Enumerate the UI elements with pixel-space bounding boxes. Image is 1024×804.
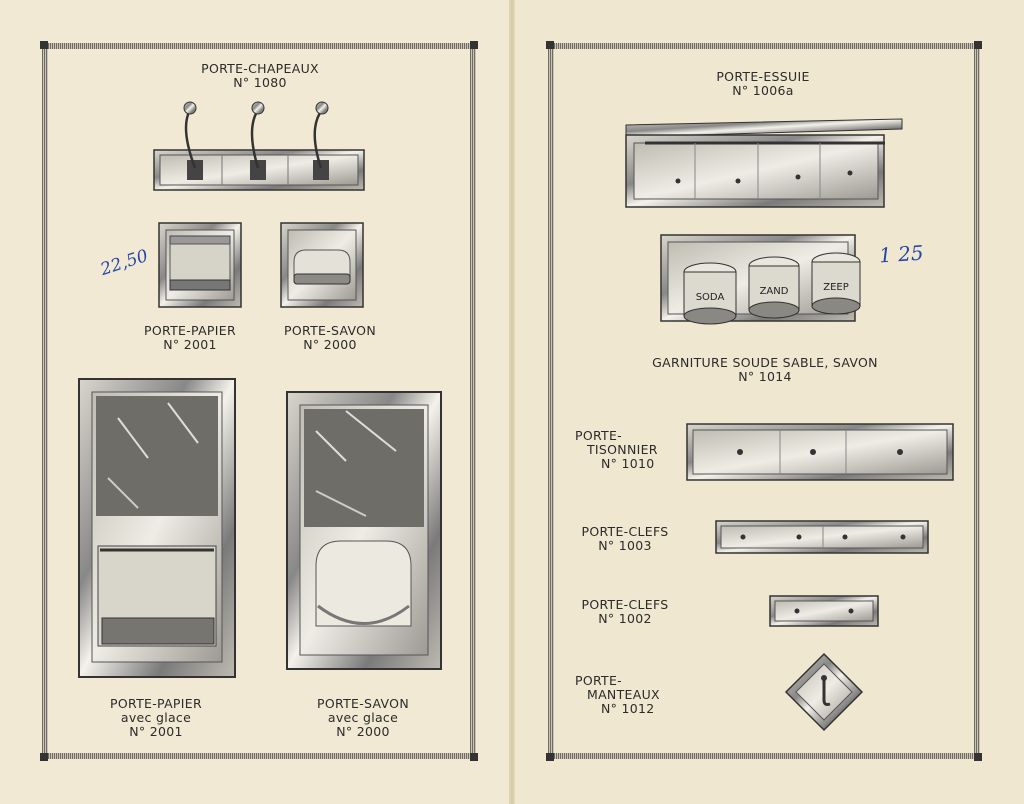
caption-porte-clefs-1003 bbox=[570, 525, 680, 553]
item-subtitle: avec glace bbox=[327, 710, 399, 725]
book-spine bbox=[509, 0, 515, 804]
item-number: N° 2001 bbox=[163, 337, 217, 352]
item-number: N° 2000 bbox=[303, 337, 357, 352]
item-name: PORTE-PAPIER bbox=[110, 696, 202, 711]
item-name: PORTE-PAPIER bbox=[144, 323, 236, 338]
corner-ornament bbox=[470, 41, 478, 49]
item-name: PORTE-CLEFS bbox=[581, 597, 669, 612]
corner-ornament bbox=[974, 753, 982, 761]
item-name: PORTE-SAVON bbox=[284, 323, 376, 338]
item-name-line: TISONNIER bbox=[587, 442, 658, 457]
corner-ornament bbox=[40, 41, 48, 49]
jar-label-zand: ZAND bbox=[759, 286, 789, 297]
caption-garniture bbox=[620, 356, 910, 384]
item-name: PORTE-CHAPEAUX bbox=[201, 61, 319, 76]
item-number: N° 2000 bbox=[336, 724, 390, 739]
item-number: N° 1014 bbox=[738, 369, 792, 384]
item-number: N° 2001 bbox=[129, 724, 183, 739]
corner-ornament bbox=[40, 753, 48, 761]
item-name: GARNITURE SOUDE SABLE, SAVON bbox=[652, 355, 878, 370]
item-number: N° 1012 bbox=[601, 701, 655, 716]
key-rack-1003-illustration bbox=[715, 520, 931, 556]
caption-porte-savon-glace bbox=[293, 697, 433, 739]
jar-label-zeep: ZEEP bbox=[823, 282, 849, 293]
item-number: N° 1010 bbox=[601, 456, 655, 471]
item-number: N° 1080 bbox=[233, 75, 287, 90]
caption-porte-manteaux bbox=[575, 674, 685, 716]
soda-sand-soap-set-illustration bbox=[658, 232, 858, 330]
caption-porte-clefs-1002 bbox=[570, 598, 680, 626]
corner-ornament bbox=[974, 41, 982, 49]
caption-porte-chapeaux bbox=[160, 62, 360, 90]
item-name: PORTE-ESSUIE bbox=[716, 69, 810, 84]
jar-label-soda: SODA bbox=[695, 292, 725, 303]
item-number: N° 1002 bbox=[598, 611, 652, 626]
handwritten-price: 1 25 bbox=[878, 240, 925, 268]
soap-holder-illustration bbox=[280, 222, 364, 308]
towel-rack-illustration bbox=[620, 113, 910, 213]
caption-porte-tisonnier bbox=[575, 429, 685, 471]
hat-rack-illustration bbox=[150, 98, 370, 193]
caption-porte-papier bbox=[120, 324, 260, 352]
item-number: N° 1006a bbox=[732, 83, 794, 98]
paper-holder-mirror-illustration bbox=[78, 378, 236, 678]
soap-holder-mirror-illustration bbox=[286, 391, 442, 671]
coat-hook-illustration bbox=[784, 652, 864, 732]
poker-holder-illustration bbox=[686, 423, 956, 483]
paper-holder-illustration bbox=[158, 222, 242, 308]
item-name-line: PORTE- bbox=[575, 673, 622, 688]
key-rack-1002-illustration bbox=[769, 595, 881, 629]
item-name: PORTE-SAVON bbox=[317, 696, 409, 711]
corner-ornament bbox=[546, 41, 554, 49]
caption-porte-papier-glace bbox=[86, 697, 226, 739]
corner-ornament bbox=[546, 753, 554, 761]
item-name: PORTE-CLEFS bbox=[581, 524, 669, 539]
item-subtitle: avec glace bbox=[120, 710, 192, 725]
item-name-line: PORTE- bbox=[575, 428, 622, 443]
caption-porte-savon bbox=[260, 324, 400, 352]
caption-porte-essuie bbox=[663, 70, 863, 98]
item-name-line: MANTEAUX bbox=[587, 687, 660, 702]
corner-ornament bbox=[470, 753, 478, 761]
handwritten-price: 22,50 bbox=[98, 245, 151, 281]
item-number: N° 1003 bbox=[598, 538, 652, 553]
